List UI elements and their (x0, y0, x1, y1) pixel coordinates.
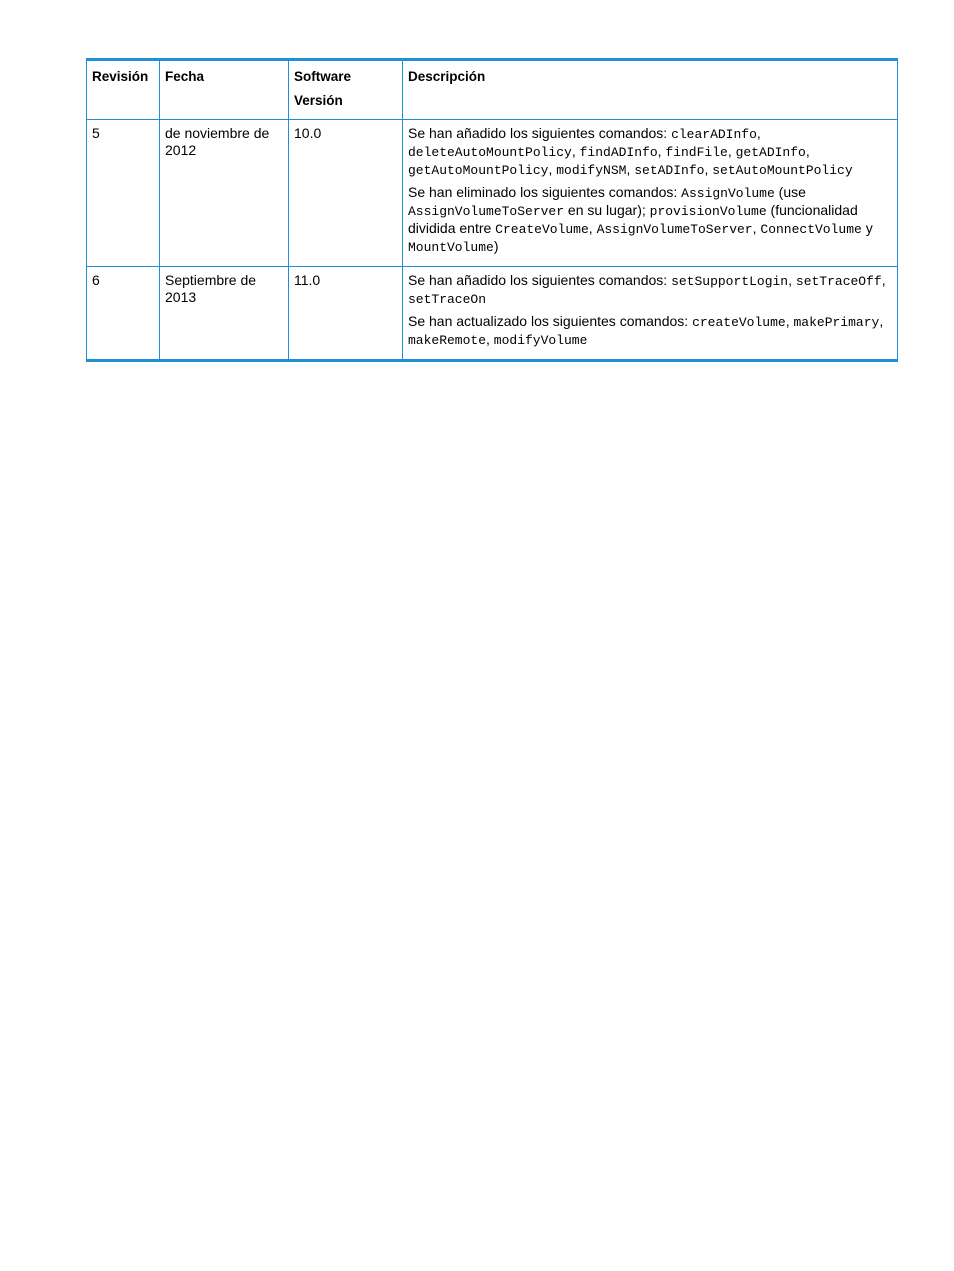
description-text: , (756, 125, 761, 141)
command-name: CreateVolume (495, 222, 589, 237)
description-text: , (805, 143, 810, 159)
command-name: makePrimary (793, 315, 880, 330)
description-text: , (486, 331, 494, 347)
command-name: createVolume (692, 315, 786, 330)
command-name: AssignVolume (681, 186, 775, 201)
description-text: , (548, 161, 557, 177)
command-name: findADInfo (579, 145, 658, 160)
command-name: clearADInfo (671, 127, 757, 142)
description-text: , (571, 143, 580, 159)
cell-software-version: 10.0 (289, 120, 403, 267)
command-name: setADInfo (634, 163, 705, 178)
cell-revision: 5 (87, 120, 160, 267)
description-paragraph (408, 272, 892, 308)
cell-date: Septiembre de 2013 (160, 267, 289, 361)
table-row (87, 267, 898, 361)
description-text: ) (493, 238, 499, 254)
header-revision: Revisión (87, 60, 160, 120)
command-name: getAutoMountPolicy (408, 163, 549, 178)
description-text: , (657, 143, 666, 159)
command-name: ConnectVolume (760, 222, 862, 237)
description-text: , (879, 313, 884, 329)
description-text: Se han eliminado los siguientes comandos: (408, 184, 682, 200)
description-text: Se han actualizado los siguientes comandos: (408, 313, 693, 329)
description-text: (use (774, 184, 806, 200)
description-text: Se han añadido los siguientes comandos: (408, 125, 672, 141)
description-text: en su lugar); (564, 202, 650, 218)
description-text: (funcionalidad dividida entre (408, 202, 858, 236)
description-text: y (861, 220, 873, 236)
description-text: , (588, 220, 597, 236)
header-software-line1: Software (294, 69, 352, 84)
command-name: provisionVolume (649, 204, 767, 219)
table-header-row (87, 60, 898, 120)
command-name: modifyNSM (556, 163, 627, 178)
description-text: Se han añadido los siguientes comandos: (408, 272, 672, 288)
header-software-line2: Versión (294, 93, 343, 108)
revision-history-table (86, 58, 898, 362)
description-text: , (704, 161, 713, 177)
command-name: AssignVolumeToServer (596, 222, 753, 237)
header-software-version (289, 60, 403, 120)
command-name: setSupportLogin (671, 274, 789, 289)
command-name: modifyVolume (493, 333, 588, 348)
description-text: , (881, 272, 886, 288)
description-text: , (626, 161, 635, 177)
header-date: Fecha (160, 60, 289, 120)
description-text: , (727, 143, 736, 159)
cell-date: de noviembre de 2012 (160, 120, 289, 267)
cell-software-version: 11.0 (289, 267, 403, 361)
command-name: getADInfo (735, 145, 806, 160)
header-description: Descripción (403, 60, 898, 120)
description-text: , (788, 272, 796, 288)
command-name: setTraceOff (795, 274, 882, 289)
description-paragraph (408, 125, 892, 179)
command-name: setTraceOn (408, 292, 487, 307)
command-name: deleteAutoMountPolicy (408, 145, 572, 160)
description-text: , (785, 313, 794, 329)
description-text: , (752, 220, 761, 236)
command-name: setAutoMountPolicy (712, 163, 853, 178)
command-name: findFile (665, 145, 728, 160)
command-name: MountVolume (408, 240, 494, 255)
description-paragraph (408, 313, 892, 349)
cell-description (403, 267, 898, 361)
command-name: AssignVolumeToServer (408, 204, 565, 219)
description-paragraph (408, 184, 892, 256)
command-name: makeRemote (408, 333, 487, 348)
cell-revision: 6 (87, 267, 160, 361)
table-row (87, 120, 898, 267)
cell-description (403, 120, 898, 267)
